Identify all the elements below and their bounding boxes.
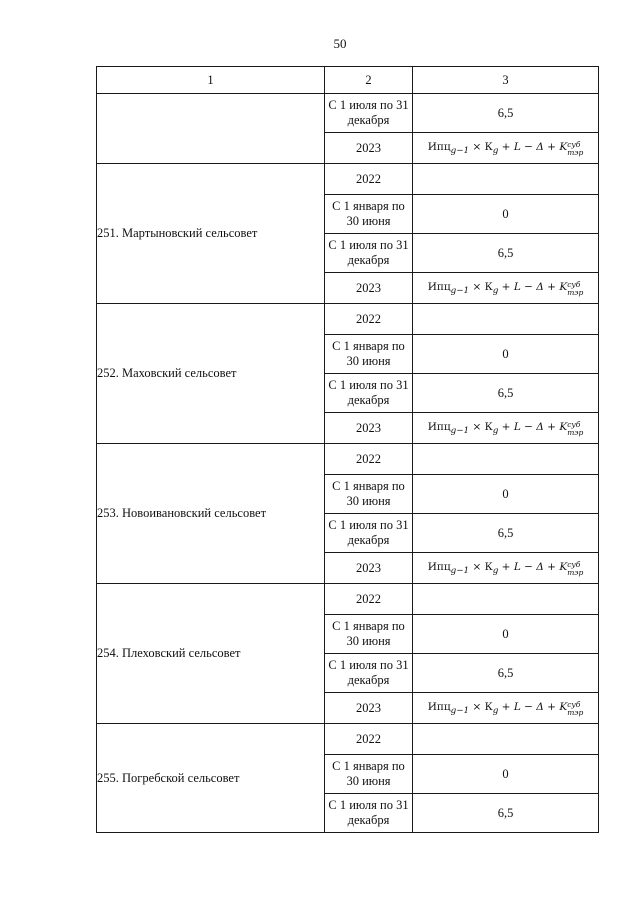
period-cell: 2022 [325, 444, 413, 475]
council-name: 252. Маховский сельсовет [97, 304, 325, 444]
value-cell [413, 273, 599, 304]
value-cell: 0 [413, 475, 599, 514]
value-cell: 0 [413, 335, 599, 374]
period-cell: 2023 [325, 133, 413, 164]
period-cell: 2023 [325, 693, 413, 724]
tariff-formula: $Ипц_{g-1} \times К_g + L - \Delta + K$ суб тэр [427, 700, 584, 717]
value-cell: 6,5 [413, 654, 599, 693]
value-cell [413, 304, 599, 335]
council-name: 255. Погребской сельсовет [97, 724, 325, 833]
period-cell: С 1 июля по 31 декабря [325, 374, 413, 413]
value-cell [413, 693, 599, 724]
tariff-formula: $Ипц_{g-1} \times К_g + L - \Delta + K$ суб тэр [427, 560, 584, 577]
value-cell: 6,5 [413, 94, 599, 133]
period-cell: С 1 июля по 31 декабря [325, 794, 413, 833]
table-row [97, 444, 599, 475]
value-cell [413, 724, 599, 755]
council-name-cell [97, 94, 325, 164]
column-header-2: 2 [325, 67, 413, 94]
value-cell [413, 444, 599, 475]
value-cell: 0 [413, 195, 599, 234]
value-cell [413, 164, 599, 195]
period-cell: 2023 [325, 273, 413, 304]
page-number: 50 [333, 36, 347, 51]
column-header-3: 3 [413, 67, 599, 94]
value-cell [413, 584, 599, 615]
period-cell: С 1 января по 30 июня [325, 475, 413, 514]
period-cell: 2023 [325, 553, 413, 584]
period-cell: С 1 января по 30 июня [325, 615, 413, 654]
value-cell [413, 553, 599, 584]
value-cell [413, 133, 599, 164]
tariff-formula: $Ипц_{g-1} \times К_g + L - \Delta + K$ суб тэр [427, 420, 584, 437]
table-row [97, 94, 599, 133]
value-cell [413, 413, 599, 444]
period-cell: С 1 января по 30 июня [325, 195, 413, 234]
table-row [97, 584, 599, 615]
tariff-table [96, 66, 599, 833]
value-cell: 6,5 [413, 374, 599, 413]
table-row [97, 304, 599, 335]
period-cell: С 1 июля по 31 декабря [325, 654, 413, 693]
column-header-1: 1 [97, 67, 325, 94]
header-row [97, 67, 599, 94]
period-cell: 2023 [325, 413, 413, 444]
period-cell: 2022 [325, 304, 413, 335]
value-cell: 6,5 [413, 234, 599, 273]
value-cell: 6,5 [413, 794, 599, 833]
period-cell: 2022 [325, 584, 413, 615]
council-name: 251. Мартыновский сельсовет [97, 164, 325, 304]
value-cell: 0 [413, 755, 599, 794]
value-cell: 6,5 [413, 514, 599, 553]
period-cell: С 1 января по 30 июня [325, 335, 413, 374]
period-cell: С 1 июля по 31 декабря [325, 94, 413, 133]
tariff-formula: $Ипц_{g-1} \times К_g + L - \Delta + K$ суб тэр [427, 140, 584, 157]
period-cell: 2022 [325, 164, 413, 195]
council-name: 254. Плеховский сельсовет [97, 584, 325, 724]
council-name: 253. Новоивановский сельсовет [97, 444, 325, 584]
tariff-formula: $Ипц_{g-1} \times К_g + L - \Delta + K$ суб тэр [427, 280, 584, 297]
period-cell: 2022 [325, 724, 413, 755]
period-cell: С 1 июля по 31 декабря [325, 514, 413, 553]
period-cell: С 1 июля по 31 декабря [325, 234, 413, 273]
period-cell: С 1 января по 30 июня [325, 755, 413, 794]
table-row [97, 724, 599, 755]
table-row [97, 164, 599, 195]
value-cell: 0 [413, 615, 599, 654]
